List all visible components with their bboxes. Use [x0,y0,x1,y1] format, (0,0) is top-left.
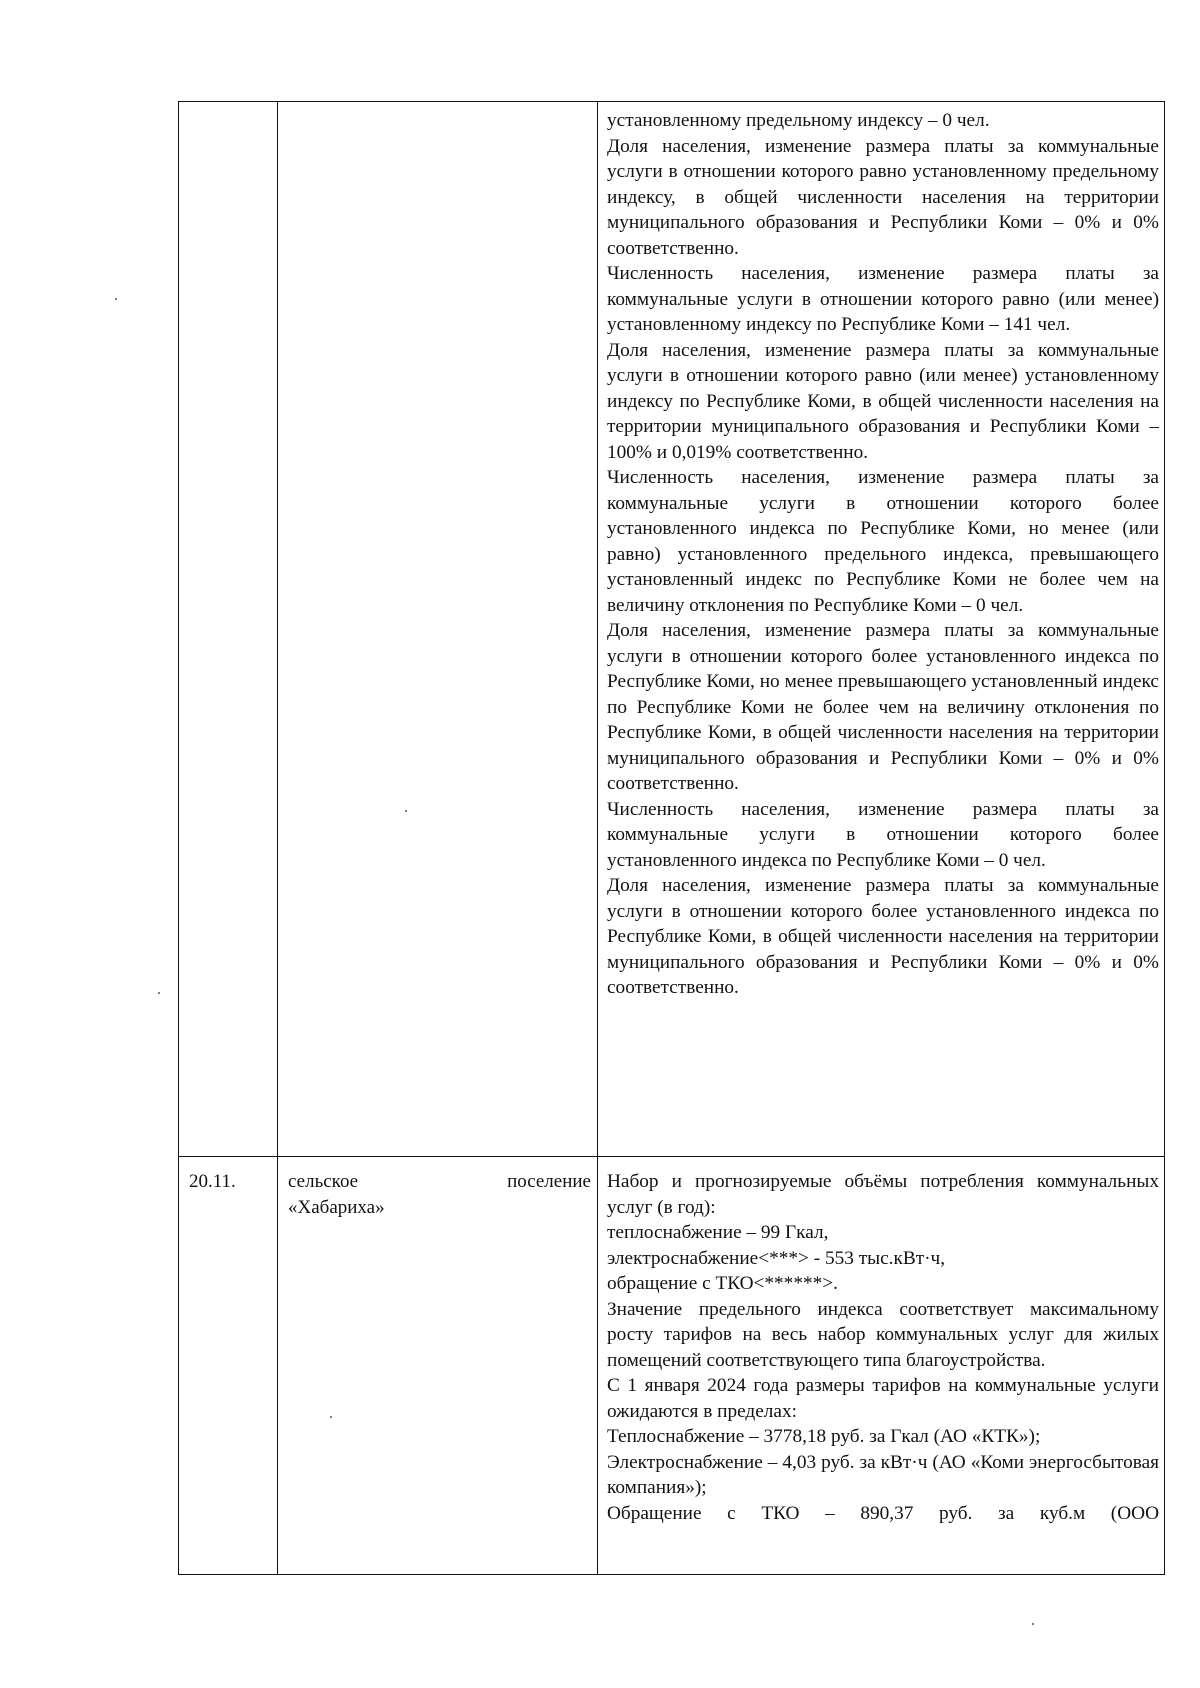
description-cell [598,102,1165,1157]
paragraph: Доля населения, изменение размера платы за коммунальные услуги в отношении которого более установленного индекса по Республике Коми, но менее превышающего установленный индекс по Республике Коми не более чем на величину отклонения по Республике Коми, в общей численности населения на территории муниципального образования и Республики Коми – 0% и 0% соответственно. [607,620,1159,794]
municipality-type-word2: поселение [507,1171,591,1192]
paragraph: Численность населения, изменение размера платы за коммунальные услуги в отношении которого более установленного индекса по Республике Коми, но менее (или равно) установленного предельного индекса, превышающего установленный индекс по Республике Коми не более чем на величину отклонения по Республике Коми – 0 чел. [607,467,1159,616]
paragraph: Значение предельного индекса соответствует максимальному росту тарифов на весь набор коммунальных услуг для жилых помещений соответствующего типа благоустройства. [607,1298,1159,1371]
scan-speck [405,810,407,812]
scan-speck [330,1416,332,1418]
paragraph: Доля населения, изменение размера платы за коммунальные услуги в отношении которого равно установленному предельному индексу, в общей численности населения на территории муниципального образования и Республики Коми – 0% и 0% соответственно. [607,135,1159,259]
scan-speck [158,992,160,994]
scan-speck [1032,1623,1034,1625]
paragraph: Численность населения, изменение размера платы за коммунальные услуги в отношении которого более установленного индекса по Республике Коми – 0 чел. [607,798,1159,871]
table-row [179,102,1165,1157]
paragraph: электроснабжение<***> - 553 тыс.кВт·ч, [607,1247,946,1269]
paragraph: теплоснабжение – 99 Гкал, [607,1222,829,1243]
table-row [179,1157,1165,1575]
municipality-cell [278,1157,598,1575]
municipality-cell [278,102,598,1157]
paragraph: установленному предельному индексу – 0 чел. [607,110,990,131]
municipality-name-line [288,1169,591,1195]
paragraph: Доля населения, изменение размера платы за коммунальные услуги в отношении которого равно (или менее) установленному индексу по Республике Коми, в общей численности населения на территории муниципального образования и Республики Коми – 100% и 0,019% соответственно. [607,339,1159,463]
tariff-table [178,101,1165,1575]
row-number-cell [179,102,278,1157]
row-number-cell [179,1157,278,1575]
scan-speck [115,298,117,300]
paragraph: Доля населения, изменение размера платы за коммунальные услуги в отношении которого более установленного индекса по Республике Коми, в общей численности населения на территории муниципального образования и Республики Коми – 0% и 0% соответственно. [607,875,1159,998]
paragraph: Теплоснабжение – 3778,18 руб. за Гкал (АО «КТК»); [607,1426,1041,1447]
paragraph: обращение с ТКО<******>. [607,1273,838,1294]
municipality-name: «Хабариха» [288,1196,385,1218]
paragraph: С 1 января 2024 года размеры тарифов на коммунальные услуги ожидаются в пределах: [607,1375,1159,1422]
paragraph: Обращение с ТКО – 890,37 руб. за куб.м (ООО [607,1502,1159,1524]
municipality-type-word1: сельское [288,1171,359,1192]
row-number: 20.11. [189,1171,236,1192]
description-cell [598,1157,1165,1575]
paragraph: Набор и прогнозируемые объёмы потребления коммунальных услуг (в год): [607,1171,1159,1218]
paragraph: Численность населения, изменение размера платы за коммунальные услуги в отношении которого равно (или менее) установленному индексу по Республике Коми – 141 чел. [607,263,1159,335]
paragraph: Электроснабжение – 4,03 руб. за кВт·ч (АО «Коми энергосбытовая компания»); [607,1451,1159,1498]
